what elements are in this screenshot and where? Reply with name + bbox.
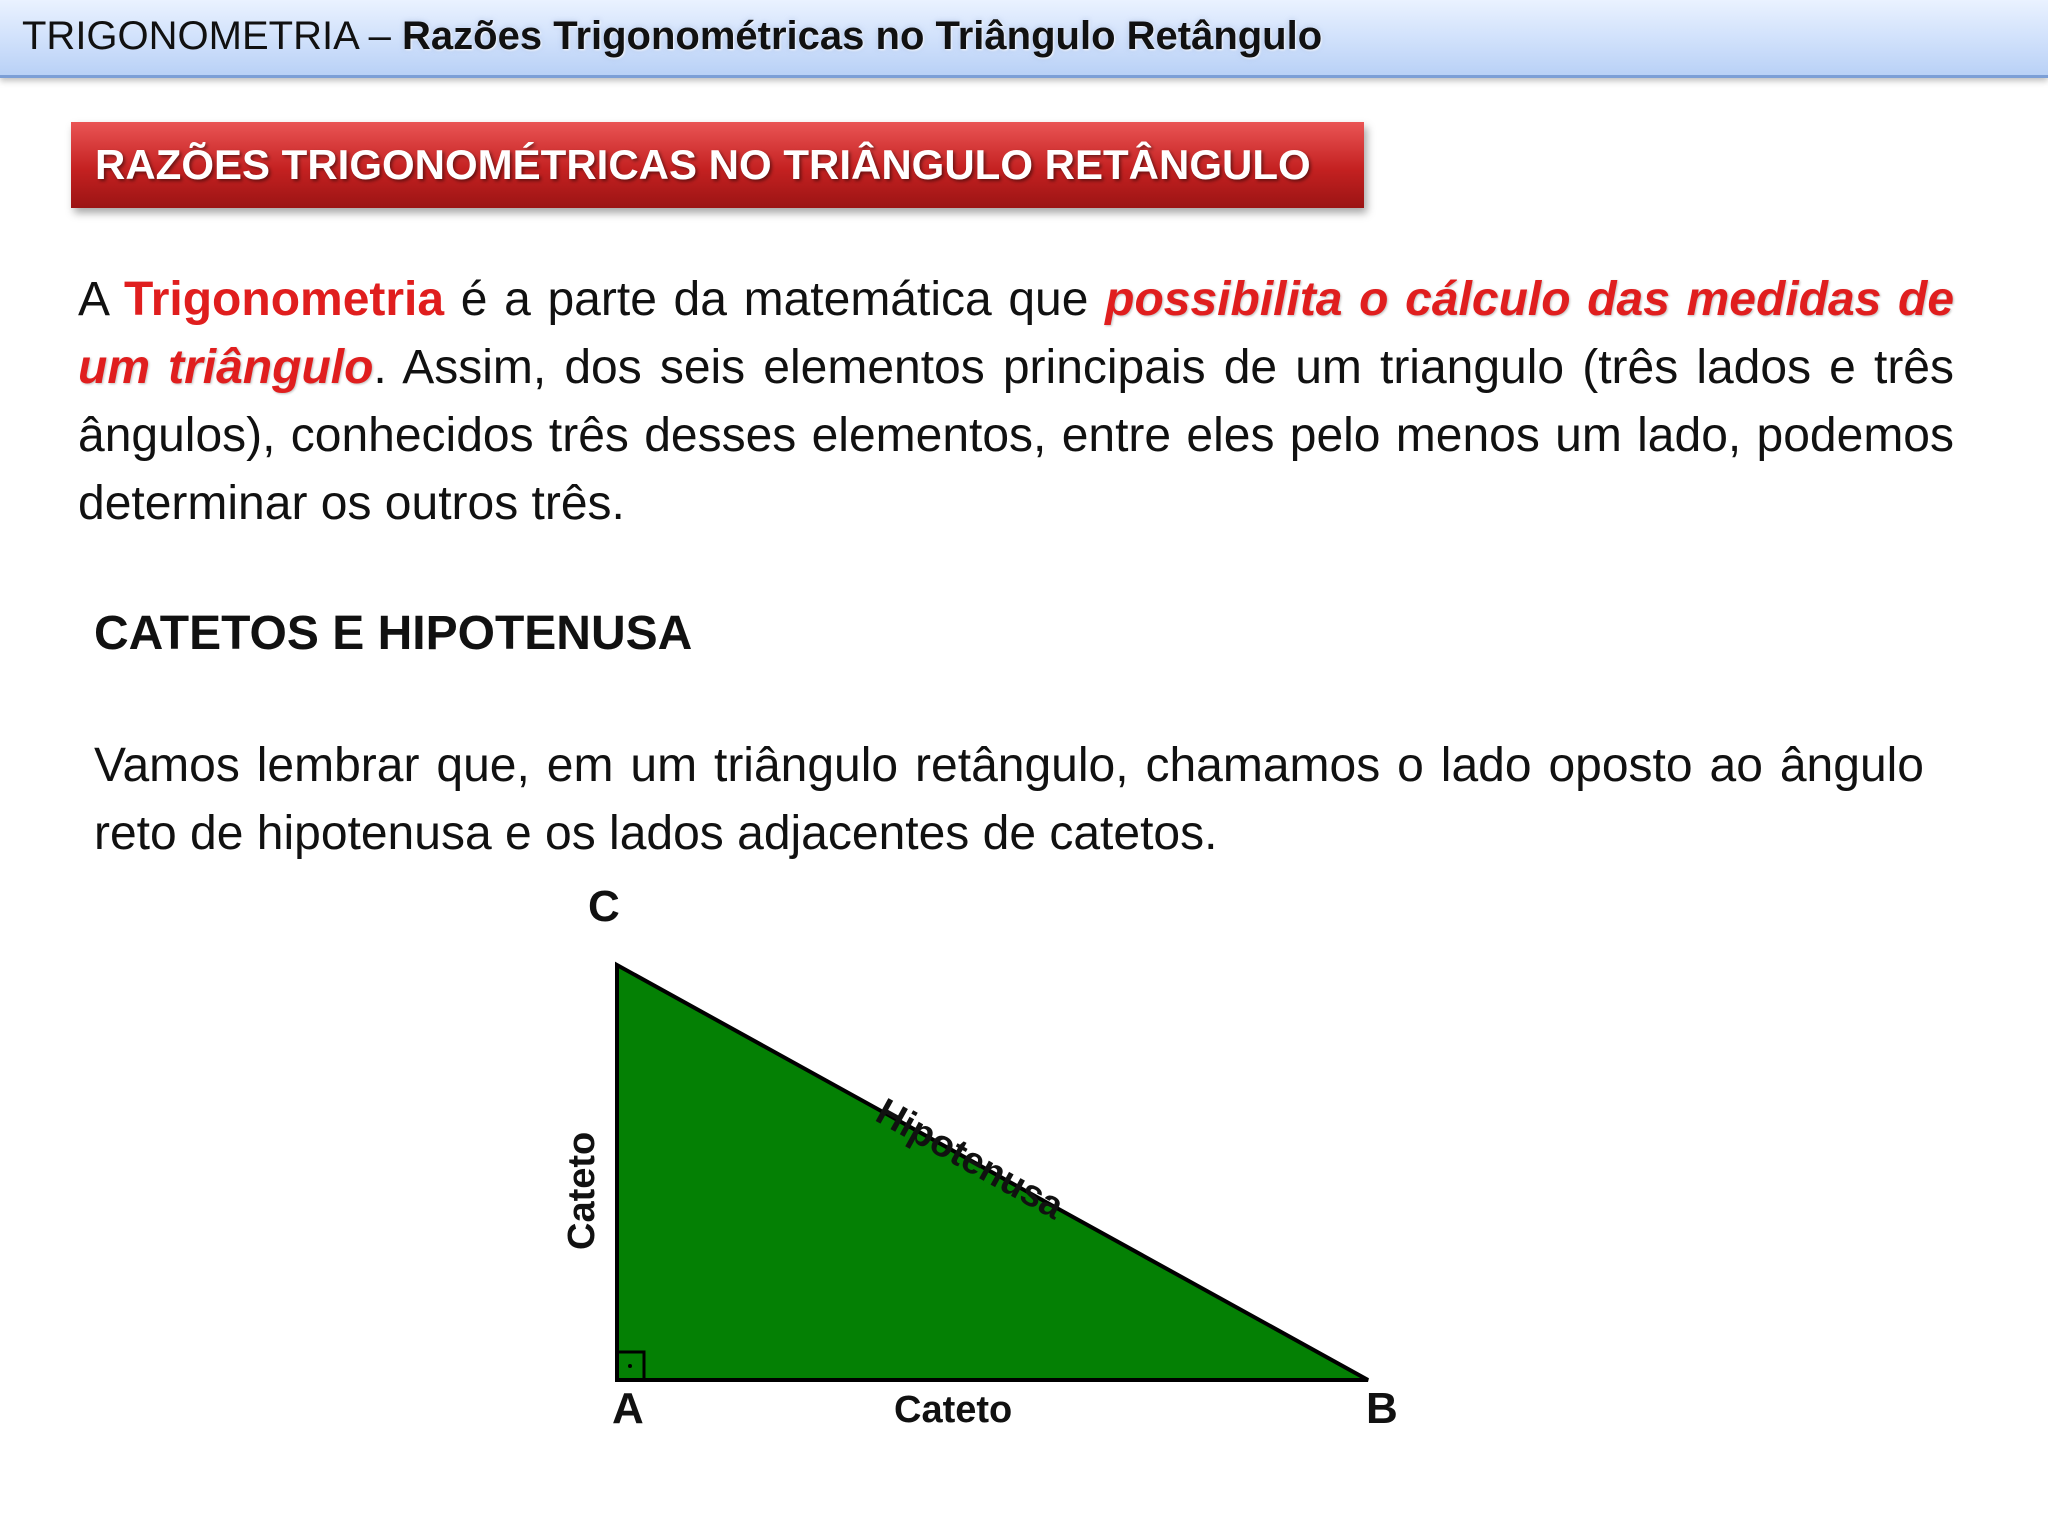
right-triangle-figure bbox=[540, 870, 1440, 1440]
intro-text-3: . Assim, dos seis elementos principais de um triangulo (três lados e três ângulos), conhecidos três desses elementos, entre eles pelo menos um lado, podemos determinar os outros três. bbox=[78, 341, 1954, 530]
cateto-horizontal-label: Cateto bbox=[894, 1389, 1013, 1431]
intro-text-1: A bbox=[78, 273, 125, 326]
hypotenuse-label: Hipotenusa bbox=[869, 1090, 1071, 1228]
slide-title bbox=[22, 10, 1322, 62]
slide-title-subtitle: Razões Trigonométricas no Triângulo Retângulo bbox=[402, 14, 1323, 58]
section-paragraph: Vamos lembrar que, em um triângulo retângulo, chamamos o lado oposto ao ângulo reto de hipotenusa e os lados adjacentes de catetos. bbox=[94, 739, 1924, 860]
vertex-label-c: C bbox=[588, 882, 620, 931]
section-banner-text: RAZÕES TRIGONOMÉTRICAS NO TRIÂNGULO RETÂNGULO bbox=[95, 141, 1311, 188]
section-heading: CATETOS E HIPOTENUSA bbox=[94, 607, 693, 660]
section-banner bbox=[71, 122, 1364, 208]
slide-title-prefix: TRIGONOMETRIA – bbox=[22, 14, 403, 58]
intro-paragraph bbox=[78, 266, 1954, 538]
intro-text-2: é a parte da matemática que bbox=[444, 273, 1106, 326]
right-angle-dot bbox=[628, 1364, 632, 1368]
vertex-label-b: B bbox=[1366, 1384, 1398, 1433]
cateto-vertical-label: Cateto bbox=[561, 1131, 603, 1250]
vertex-label-a: A bbox=[612, 1384, 644, 1433]
intro-highlight-definition: possibilita o cálculo das medidas de um triângulo bbox=[78, 273, 1955, 394]
title-bar bbox=[0, 0, 2048, 78]
intro-highlight-trigonometria: Trigonometria bbox=[124, 273, 445, 326]
